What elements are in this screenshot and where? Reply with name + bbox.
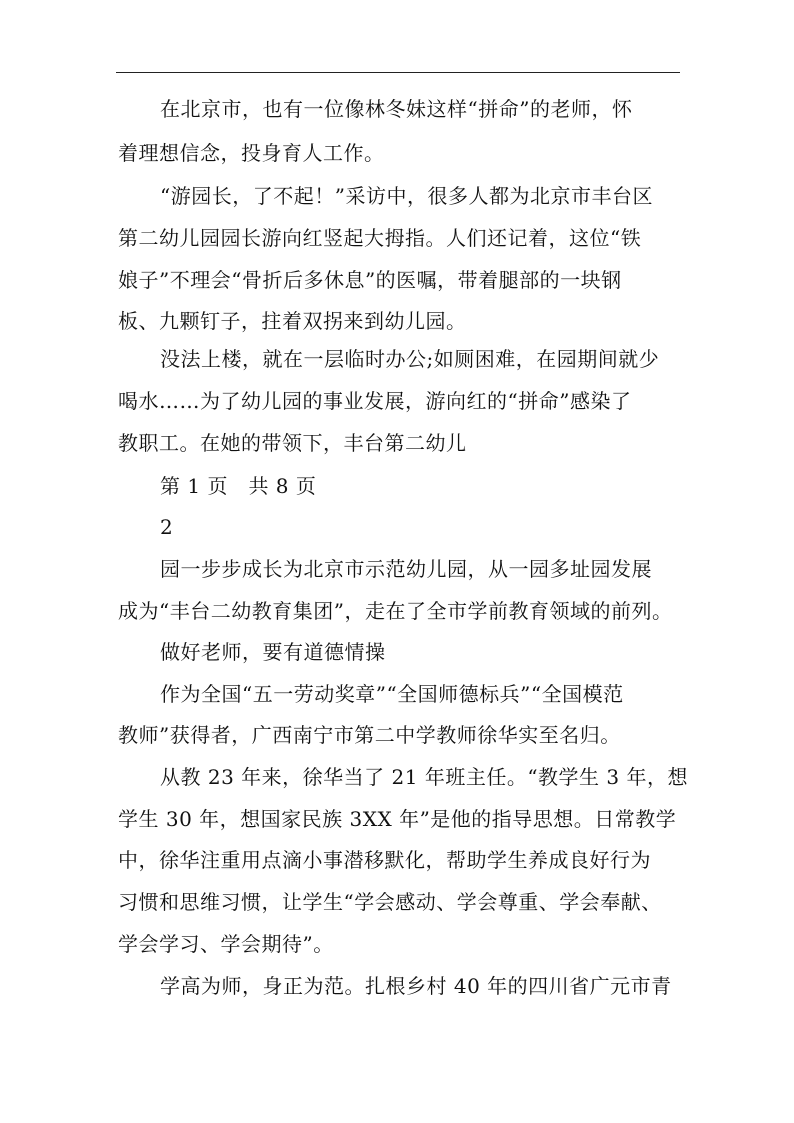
paragraph-line-12: 作为全国“五一劳动奖章”“全国师德标兵”“全国模范 xyxy=(160,682,624,706)
paragraph-line-13: 教师”获得者，广西南宁市第二中学教师徐华实至名归。 xyxy=(118,723,621,747)
paragraph-line-8: 喝水……为了幼儿园的事业发展，游向红的“拼命”感染了 xyxy=(118,389,632,413)
paragraph-line-11: 成为“丰台二幼教育集团”，走在了全市学前教育领域的前列。 xyxy=(118,599,673,623)
paragraph-line-19: 学高为师，身正为范。扎根乡村 40 年的四川省广元市青 xyxy=(160,974,672,998)
paragraph-line-7: 没法上楼，就在一层临时办公;如厕困难，在园期间就少 xyxy=(160,347,660,371)
paragraph-line-16: 中，徐华注重用点滴小事潜移默化，帮助学生养成良好行为 xyxy=(118,848,651,872)
header-rule xyxy=(116,72,680,73)
paragraph-line-2: 着理想信念，投身育人工作。 xyxy=(118,141,385,165)
paragraph-line-15: 学生 30 年，想国家民族 3XX 年”是他的指导思想。日常教学 xyxy=(118,807,677,831)
paragraph-line-9: 教职工。在她的带领下，丰台第二幼儿 xyxy=(118,431,467,455)
page-footer: 第 1 页 共 8 页 xyxy=(160,474,317,498)
paragraph-line-6: 板、九颗钉子，拄着双拐来到幼儿园。 xyxy=(118,309,467,333)
page-number: 2 xyxy=(160,515,174,539)
paragraph-line-10: 园一步步成长为北京市示范幼儿园，从一园多址园发展 xyxy=(160,557,652,581)
paragraph-line-5: 娘子”不理会“骨折后多休息”的医嘱，带着腿部的一块钢 xyxy=(118,268,622,292)
paragraph-line-4: 第二幼儿园园长游向红竖起大拇指。人们还记着，这位“铁 xyxy=(118,226,642,250)
paragraph-line-3: “游园长，了不起！”采访中，很多人都为北京市丰台区 xyxy=(160,184,653,208)
paragraph-line-18: 学会学习、学会期待”。 xyxy=(118,932,334,956)
paragraph-line-14: 从教 23 年来，徐华当了 21 年班主任。“教学生 3 年，想 xyxy=(160,765,688,789)
paragraph-line-1: 在北京市，也有一位像林冬妹这样“拼命”的老师，怀 xyxy=(160,97,633,121)
paragraph-line-17: 习惯和思维习惯，让学生“学会感动、学会尊重、学会奉献、 xyxy=(118,890,662,914)
section-heading: 做好老师，要有道德情操 xyxy=(160,640,386,664)
